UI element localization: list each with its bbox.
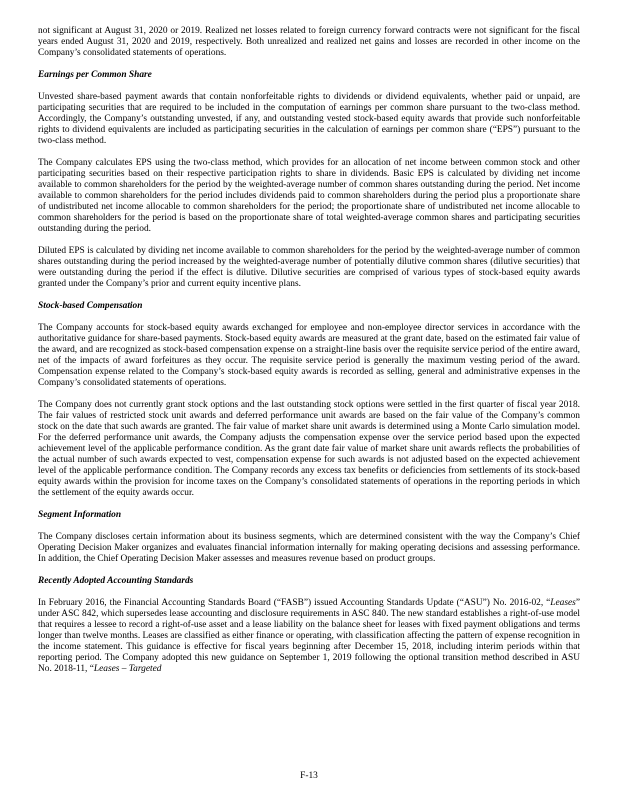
document-body [38, 26, 580, 675]
paragraph: not significant at August 31, 2020 or 2019. Realized net losses related to foreign currency forward contracts were not significant for the fiscal years ended August 31, 2020 and 2019, respectively. Both unrealized and realized net gains and losses are recorded in other income on the Company’s consolidated statements of operations. [38, 26, 580, 58]
text-run: ” under ASC 842, which supersedes lease accounting and disclosure requirements in ASC 840. The new standard establishes a right-of-use model that requires a lessee to record a right-of-use asset and a lease liability on the balance sheet for leases with fixed payment obligations and terms longer than twelve months. Leases are classified as either finance or operating, with classification affecting the pattern of expense recognition in the income statement. This guidance is effective for fiscal years beginning after December 15, 2018, including interim periods within that reporting period. The Company adopted this new guidance on September 1, 2019 following the optional transition method described in ASU No. 2018-11, “ [38, 598, 580, 674]
paragraph: The Company calculates EPS using the two-class method, which provides for an allocation of net income between common stock and other participating securities based on their respective participation rights to share in dividends. Basic EPS is calculated by dividing net income available to common shareholders for the period by the weighted-average number of common shares outstanding during the period. Net income available to common shareholders for the period includes dividends paid to common shareholders during the period plus a proportionate share of undistributed net income allocable to common shareholders for the period; the proportionate share of undistributed net income allocable to common shareholders for the period is based on the proportionate share of total weighted-average common shares and participating securities outstanding during the period. [38, 158, 580, 234]
page-number: F-13 [300, 771, 318, 781]
text-run: In February 2016, the Financial Accounting Standards Board (“FASB”) issued Accounting Standards Update (“ASU”) No. 2016-02, “ [38, 598, 551, 608]
section-heading: Stock-based Compensation [38, 301, 143, 311]
paragraph: The Company does not currently grant stock options and the last outstanding stock options were settled in the first quarter of fiscal year 2018. The fair values of restricted stock unit awards and deferred performance unit awards are based on the fair value of the Company’s common stock on the date that such awards are granted. The fair value of market share unit awards is determined using a Monte Carlo simulation model. For the deferred performance unit awards, the Company adjusts the compensation expense over the service period based upon the expected achievement level of the applicable performance condition. As the grant date fair value of market share unit awards reflects the probabilities of the actual number of such awards expected to vest, compensation expense for such awards is not adjusted based on the expected achievement level of the applicable performance condition. The Company records any excess tax benefits or deficiencies from settlements of its stock-based equity awards within the provision for income taxes on the Company’s consolidated statements of operations in the reporting periods in which the settlement of the equity awards occur. [38, 400, 580, 498]
paragraph: Unvested share-based payment awards that contain nonforfeitable rights to dividends or dividend equivalents, whether paid or unpaid, are participating securities that are required to be included in the computation of earnings per common share pursuant to the two-class method. Accordingly, the Company’s outstanding unvested, if any, and outstanding vested stock-based equity awards that provide such nonforfeitable rights to dividend equivalents are included as participating securities in the calculation of earnings per common share (“EPS”) pursuant to the two-class method. [38, 92, 580, 146]
section-heading: Earnings per Common Share [38, 70, 152, 80]
paragraph: The Company discloses certain information about its business segments, which are determined consistent with the way the Company’s Chief Operating Decision Maker organizes and evaluates financial information internally for making operating decisions and assessing performance. In addition, the Chief Operating Decision Maker assesses and measures revenue based on product groups. [38, 532, 580, 564]
section-heading: Segment Information [38, 510, 122, 520]
paragraph: Diluted EPS is calculated by dividing net income available to common shareholders for the period by the weighted-average number of common shares outstanding during the period increased by the weighted-average number of potentially dilutive common shares (dilutive securities) that were outstanding during the period if the effect is dilutive. Dilutive securities are comprised of various types of stock-based equity awards granted under the Company’s prior and current equity incentive plans. [38, 246, 580, 289]
paragraph: The Company accounts for stock-based equity awards exchanged for employee and non-employee director services in accordance with the authoritative guidance for share-based payments. Stock-based equity awards are measured at the grant date, based on the estimated fair value of the award, and are recognized as stock-based compensation expense on a straight-line basis over the requisite service period of the entire award, net of the impacts of award forfeitures as they occur. The requisite service period is generally the maximum vesting period of the award. Compensation expense related to the Company’s stock-based equity awards is recorded as selling, general and administrative expenses in the Company’s consolidated statements of operations. [38, 323, 580, 388]
italic-text-run: Leases [550, 598, 576, 608]
italic-text-run: Leases – Targeted [93, 664, 162, 674]
section-heading: Recently Adopted Accounting Standards [38, 576, 194, 586]
paragraph [38, 598, 580, 675]
